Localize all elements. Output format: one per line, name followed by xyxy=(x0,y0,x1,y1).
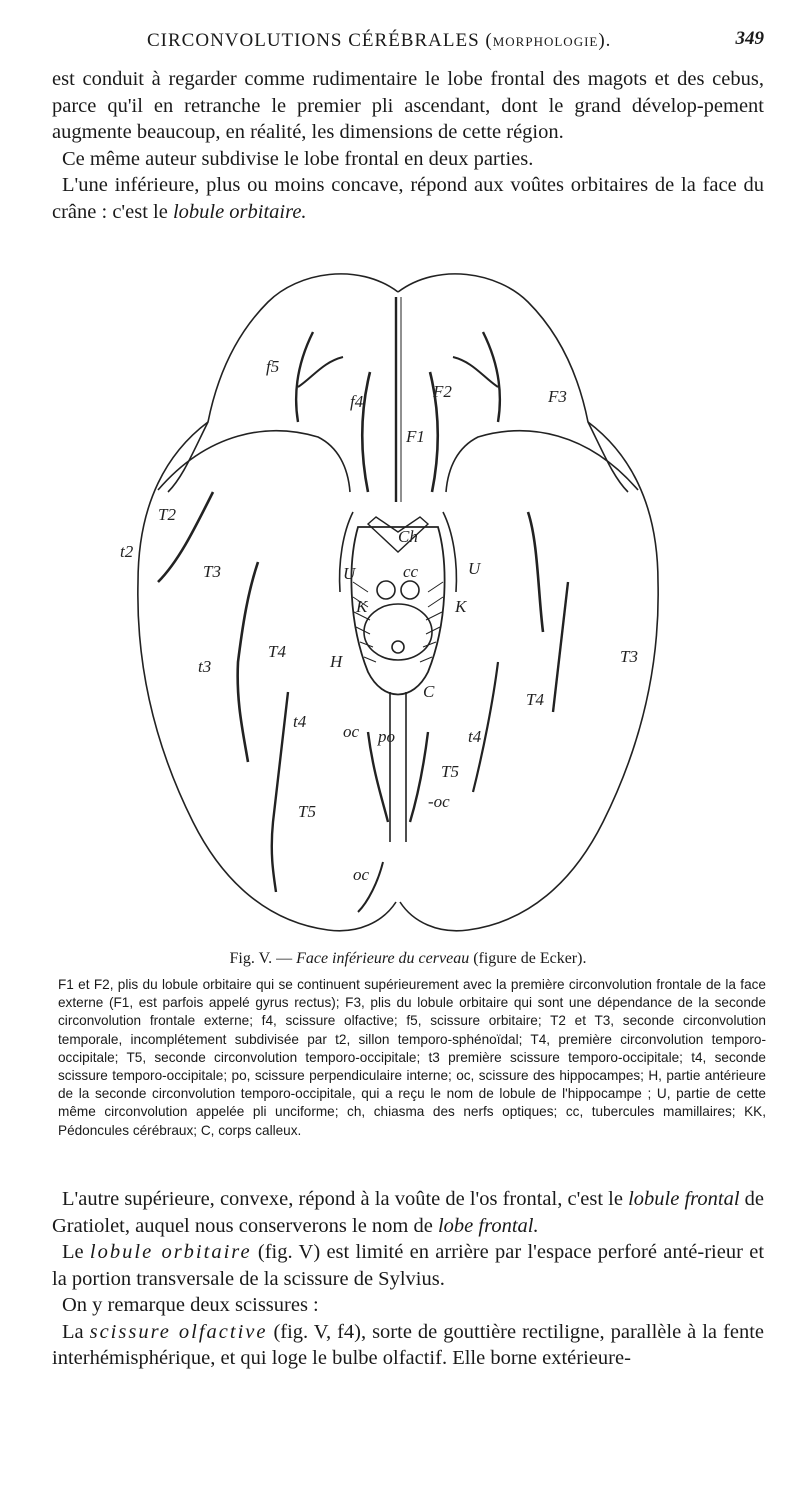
text-run: L'autre supérieure, convexe, répond à la voûte de l'os frontal, c'est le xyxy=(62,1188,629,1210)
figure-caption xyxy=(52,950,764,968)
label-f5: f5 xyxy=(266,357,280,376)
label-f4: f4 xyxy=(350,392,364,411)
paragraph: On y remarque deux scissures : xyxy=(62,1294,319,1316)
label-T5-left: T5 xyxy=(298,802,316,821)
header-title-main: CIRCONVOLUTIONS CÉRÉBRALES ( xyxy=(147,30,493,51)
label-H: H xyxy=(330,652,343,671)
label-F3: F3 xyxy=(548,387,567,406)
label-T3-left: T3 xyxy=(203,562,221,581)
paragraph xyxy=(52,1186,764,1239)
text-run: L'une inférieure, plus ou moins concave, répond aux voûtes orbitaires de la face du crâne : c'est le xyxy=(52,174,764,223)
label-cc: cc xyxy=(403,562,419,581)
brain-figure xyxy=(98,262,698,942)
label-t2: t2 xyxy=(120,542,134,561)
text-run: (fig. V, f4), sorte de gouttière rectiligne, parallèle à la fente interhémisphérique, et qui loge le bulbe olfactif. Elle borne extérieure- xyxy=(52,1320,764,1369)
label-oc-left: oc xyxy=(343,722,360,741)
label-oc-bottom: oc xyxy=(353,865,370,884)
brain-drawing xyxy=(98,262,698,942)
label-oc-right: -oc xyxy=(428,792,450,811)
label-U-left: U xyxy=(343,564,356,583)
label-T2: T2 xyxy=(158,505,176,524)
label-F1: F1 xyxy=(406,427,425,446)
caption-suffix: (figure de Ecker). xyxy=(469,950,587,967)
label-C: C xyxy=(423,682,435,701)
label-K-left: K xyxy=(356,597,368,616)
label-t4-left: t4 xyxy=(293,712,307,731)
page-number: 349 xyxy=(735,28,764,49)
label-po: po xyxy=(378,727,395,746)
label-F2: F2 xyxy=(433,382,452,401)
header-title xyxy=(147,30,611,52)
text-run: Le xyxy=(62,1241,90,1263)
body-text xyxy=(52,1186,764,1372)
emphasis: lobule frontal xyxy=(628,1188,740,1210)
caption-prefix: Fig. V. — xyxy=(229,950,297,967)
paragraph xyxy=(52,1239,764,1292)
text-run: de Gratiolet, auquel nous conserverons le nom de xyxy=(52,1188,764,1237)
label-T4-left: T4 xyxy=(268,642,286,661)
spaced-emphasis: lobule orbitaire xyxy=(89,1241,252,1263)
caption-emphasis: Face inférieure du cerveau xyxy=(296,950,470,967)
paragraph xyxy=(52,1319,764,1372)
header-title-smallcaps: MORPHOLOGIE xyxy=(492,34,599,49)
label-t4-right: t4 xyxy=(468,727,482,746)
paragraph-continuation: est conduit à regarder comme rudimentaire le lobe frontal des magots et des cebus, parce qu'il en retranche le premier pli ascendant, dont le grand dévelop-pement augmente beaucoup, en réalité, les dimensions de cette région. xyxy=(52,68,764,143)
emphasis: lobule orbitaire. xyxy=(172,200,307,223)
running-header xyxy=(52,28,764,58)
paragraph: Ce même auteur subdivise le lobe frontal en deux parties. xyxy=(62,147,534,170)
label-K-right: K xyxy=(455,597,467,616)
text-run: (fig. V) est limité en arrière par l'espace perforé anté-rieur et la portion transversale de la scissure de Sylvius. xyxy=(52,1241,765,1290)
emphasis: lobe frontal. xyxy=(437,1214,539,1237)
label-t3: t3 xyxy=(198,657,212,676)
text-run: La xyxy=(62,1320,90,1343)
label-T3-right: T3 xyxy=(620,647,638,666)
label-U-right: U xyxy=(468,559,481,578)
header-title-end: ). xyxy=(598,30,612,51)
label-T4-right: T4 xyxy=(526,690,544,709)
figure-legend: F1 et F2, plis du lobule orbitaire qui se continuent supérieurement avec la première circonvolution frontale de la face externe (F1, est parfois appelé gyrus rectus); F3, plis du lobule orbitaire qui sont une dépendance de la seconde circonvolution frontale externe; f4, scissure olfactive; f5, scissure orbitaire; T2 et T3, seconde circonvolution temporale, incomplétement subdivisée par t2, sillon temporo-sphénoïdal; T4, première circonvolution temporo-occipitale; T5, seconde circonvolution temporo-occipitale; t3 première scissure temporo-occipitale; t4, seconde scissure temporo-occipitale; po, scissure perpendiculaire interne; oc, scissure des hippocampes; H, partie antérieure de la seconde circonvolution temporo-occipitale, qui a reçu le nom de lobule de l'hippocampe ; U, partie de cette même circonvolution appelée pli unciforme; ch, chiasma des nerfs optiques; cc, tubercules mamillaires; KK, Pédoncules cérébraux; C, corps calleux. xyxy=(58,977,766,1138)
spaced-emphasis: scissure olfactive xyxy=(89,1320,268,1343)
intro-text xyxy=(52,66,764,225)
label-T5-right: T5 xyxy=(441,762,459,781)
paragraph xyxy=(52,172,764,225)
label-Ch: Ch xyxy=(398,527,418,546)
